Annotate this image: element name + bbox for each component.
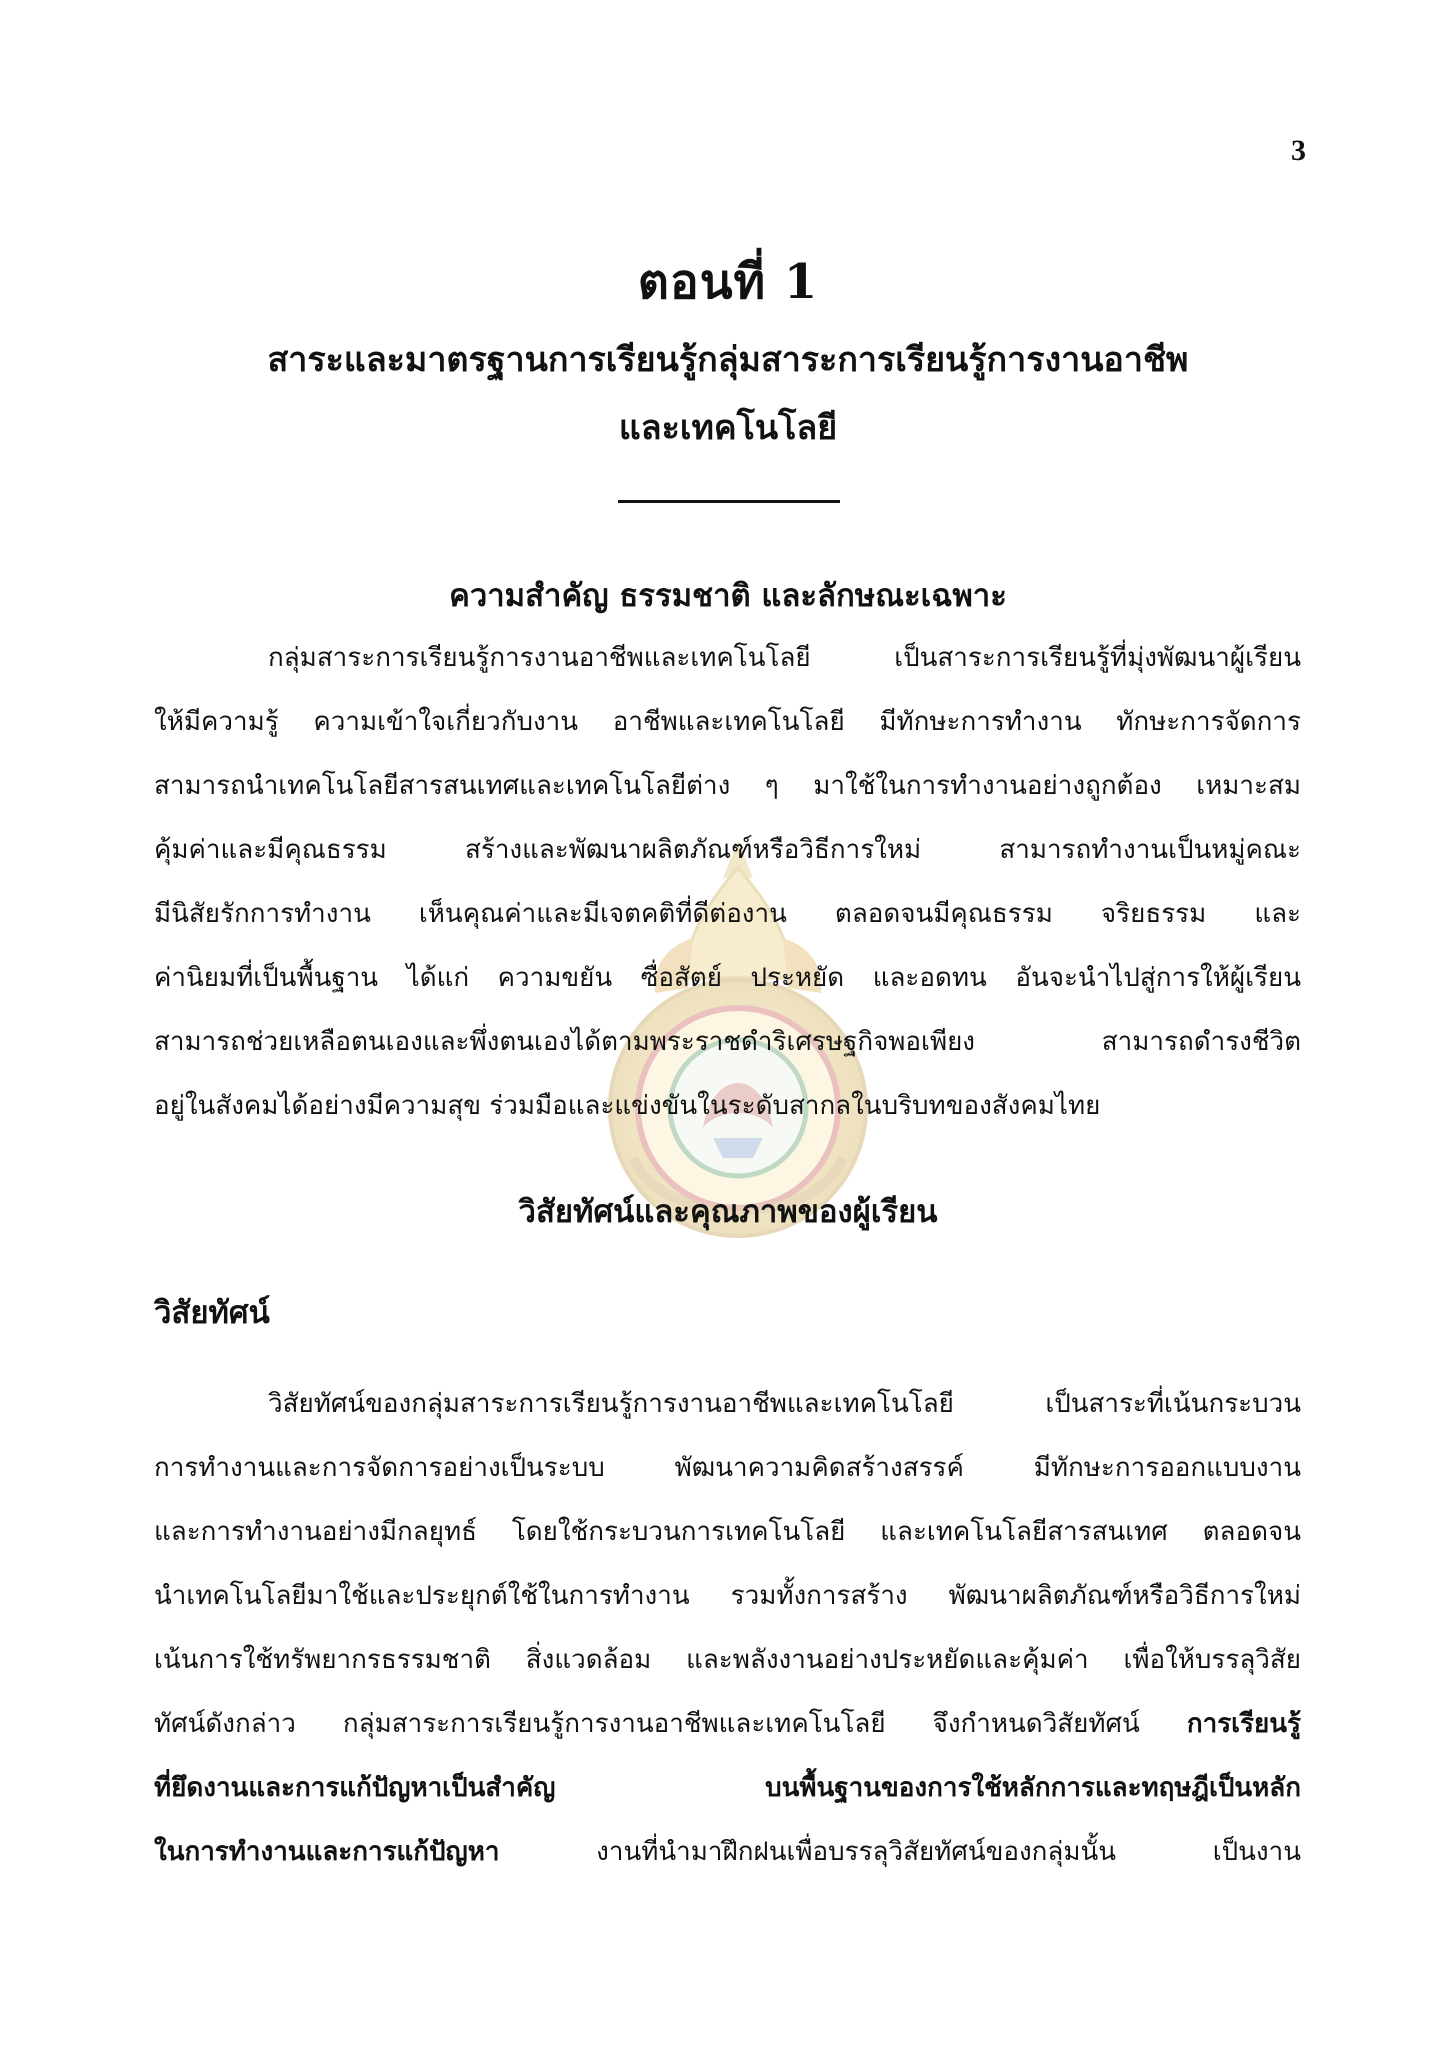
paragraph-line: ให้มีความรู้ ความเข้าใจเกี่ยวกับงาน อาชีพและเทคโนโลยี มีทักษะการทำงาน ทักษะการจัดการ [154, 707, 1301, 737]
paragraph-line [154, 1701, 1301, 1747]
paragraph-line: วิสัยทัศน์ของกลุ่มสาระการเรียนรู้การงานอาชีพและเทคโนโลยี เป็นสาระที่เน้นกระบวน [268, 1389, 1301, 1419]
chapter-subtitle-line2: และเทคโนโลยี [618, 408, 838, 448]
vision-statement-bold: การเรียนรู้ [1186, 1709, 1301, 1739]
chapter-subtitle-line1: สาระและมาตรฐานการเรียนรู้กลุ่มสาระการเรียนรู้การงานอาชีพ [267, 340, 1189, 380]
title-divider [618, 500, 840, 503]
vision-statement-bold: ในการทำงานและการแก้ปัญหา [154, 1837, 500, 1867]
paragraph-text: ทัศน์ดังกล่าว กลุ่มสาระการเรียนรู้การงานอาชีพและเทคโนโลยี จึงกำหนดวิสัยทัศน์ [154, 1709, 1187, 1739]
paragraph-line: คุ้มค่าและมีคุณธรรม สร้างและพัฒนาผลิตภัณฑ์หรือวิธีการใหม่ สามารถทำงานเป็นหมู่คณะ [154, 835, 1301, 865]
paragraph-line: มีนิสัยรักการทำงาน เห็นคุณค่าและมีเจตคติที่ดีต่องาน ตลอดจนมีคุณธรรม จริยธรรม และ [154, 899, 1301, 929]
paragraph-line [154, 1829, 1301, 1875]
chapter-title: ตอนที่ 1 [637, 254, 819, 310]
paragraph-line: อยู่ในสังคมได้อย่างมีความสุข ร่วมมือและแข่งขันในระดับสากลในบริบทของสังคมไทย [154, 1091, 1101, 1121]
paragraph-line: และการทำงานอย่างมีกลยุทธ์ โดยใช้กระบวนการเทคโนโลยี และเทคโนโลยีสารสนเทศ ตลอดจน [154, 1517, 1301, 1547]
page-number: 3 [1291, 134, 1306, 167]
paragraph-text: งานที่นำมาฝึกฝนเพื่อบรรลุวิสัยทัศน์ของกลุ่มนั้น เป็นงาน [499, 1837, 1301, 1867]
paragraph-line: สามารถช่วยเหลือตนเองและพึ่งตนเองได้ตามพระราชดำริเศรษฐกิจพอเพียง สามารถดำรงชีวิต [154, 1027, 1301, 1057]
vision-statement-bold: ที่ยึดงานและการแก้ปัญหาเป็นสำคัญ บนพื้นฐานของการใช้หลักการและทฤษฎีเป็นหลัก [154, 1773, 1301, 1803]
paragraph-line: สามารถนำเทคโนโลยีสารสนเทศและเทคโนโลยีต่าง ๆ มาใช้ในการทำงานอย่างถูกต้อง เหมาะสม [154, 771, 1301, 801]
section-heading-vision: วิสัยทัศน์และคุณภาพของผู้เรียน [518, 1194, 938, 1230]
paragraph-line: การทำงานและการจัดการอย่างเป็นระบบ พัฒนาความคิดสร้างสรรค์ มีทักษะการออกแบบงาน [154, 1453, 1301, 1483]
section-heading-importance: ความสำคัญ ธรรมชาติ และลักษณะเฉพาะ [449, 578, 1007, 614]
paragraph-line: ค่านิยมที่เป็นพื้นฐาน ได้แก่ ความขยัน ซื่อสัตย์ ประหยัด และอดทน อันจะนำไปสู่การให้ผู้เรียน [154, 963, 1301, 993]
paragraph-line: กลุ่มสาระการเรียนรู้การงานอาชีพและเทคโนโลยี เป็นสาระการเรียนรู้ที่มุ่งพัฒนาผู้เรียน [268, 643, 1301, 673]
paragraph-line: นำเทคโนโลยีมาใช้และประยุกต์ใช้ในการทำงาน รวมทั้งการสร้าง พัฒนาผลิตภัณฑ์หรือวิธีการใหม่ [154, 1581, 1301, 1611]
paragraph-line: เน้นการใช้ทรัพยากรธรรมชาติ สิ่งแวดล้อม และพลังงานอย่างประหยัดและคุ้มค่า เพื่อให้บรรลุวิสัย [154, 1645, 1301, 1675]
subheading-vision: วิสัยทัศน์ [154, 1295, 270, 1331]
